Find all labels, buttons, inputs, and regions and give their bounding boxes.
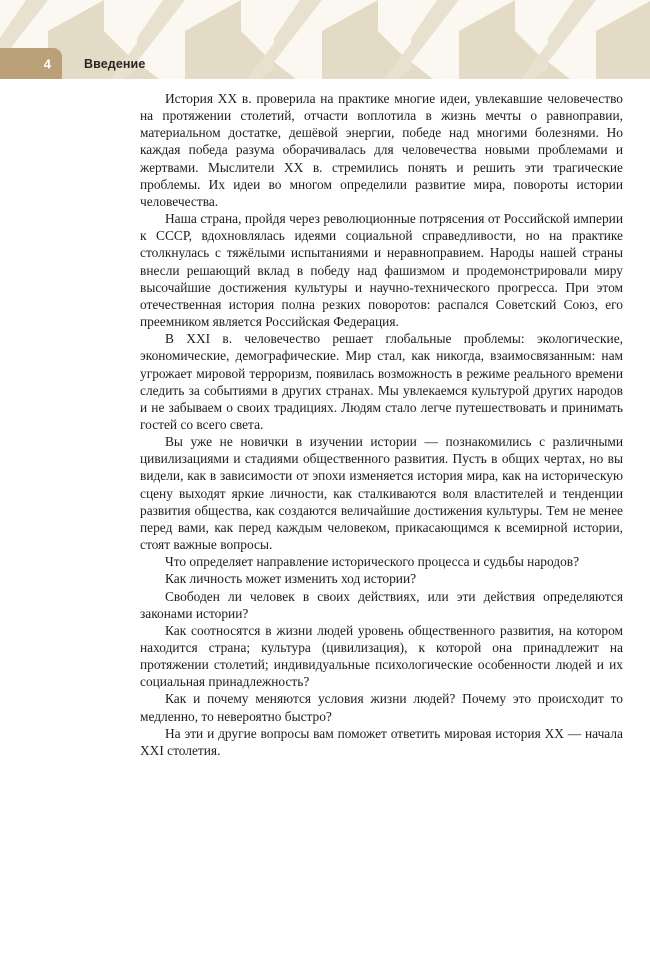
paragraph: Наша страна, пройдя через революционные потрясения от Российской империи к СССР, вдохновлялась идеями социальной справедливости, но на практике столкнулась с тяжёлыми испытаниями и неравноправием. Народы нашей страны внесли решающий вклад в победу над фашизмом и продемонстрировали миру высочайшие достижения культуры и научно-технического прогресса. При этом отечественная история полна резких поворотов: распался Советский Союз, его преемником является Российская Федерация. <box>140 211 623 330</box>
paragraph: Как личность может изменить ход истории? <box>165 571 417 587</box>
paragraph: На эти и другие вопросы вам поможет ответить мировая история XX — начала XXI столетия. <box>140 725 623 758</box>
page-number: 4 <box>43 56 51 71</box>
paragraph: Свободен ли человек в своих действиях, или эти действия определяются законами истории? <box>140 588 623 621</box>
page-number-tab <box>0 48 62 79</box>
section-title: Введение <box>84 56 146 71</box>
paragraph: Как и почему меняются условия жизни людей? Почему это происходит то медленно, то невероятно быстро? <box>140 691 623 724</box>
paragraph: Вы уже не новички в изучении истории — познакомились с различными цивилизациями и стадиями общественного развития. Пусть в общих чертах, но вы видели, как в зависимости от эпохи изменяется история мира, как на историческую сцену выходят яркие личности, как сталкиваются воля властителей и тенденции развития общества, как создаются величайшие достижения культуры. Тем не менее перед вами, как перед каждым человеком, прикасающимся к всемирной истории, стоят важные вопросы. <box>140 434 623 553</box>
paragraph: История XX в. проверила на практике многие идеи, увлекавшие человечество на протяжении столетий, отчасти воплотила в жизнь мечты о равноправии, материальном достатке, дешёвой энергии, победе над многими болезнями. Но каждая победа разума оборачивалась для человечества новыми проблемами и жертвами. Мыслители XX в. стремились понять и решить эти трагические проблемы. Их идеи во многом определили развитие мира, повороты истории человечества. <box>140 91 623 209</box>
paragraph: В XXI в. человечество решает глобальные проблемы: экологические, экономические, демографические. Мир стал, как никогда, взаимосвязанным: нам угрожает мировой терроризм, появилась возможность в режиме реального времени следить за событиями в других странах. Мы увлекаемся культурой других народов и не забываем о своих традициях. Людям стало легче путешествовать и принимать гостей со всего света. <box>140 331 623 432</box>
body-text-column <box>140 90 623 759</box>
paragraph: Что определяет направление исторического процесса и судьбы народов? <box>165 554 580 570</box>
paragraph: Как соотносятся в жизни людей уровень общественного развития, на котором находится страна; культура (цивилизация), к которой она принадлежит на протяжении столетий; индивидуальные психологические особенности людей и их социальная принадлежность? <box>140 622 623 690</box>
page-header <box>0 0 650 79</box>
